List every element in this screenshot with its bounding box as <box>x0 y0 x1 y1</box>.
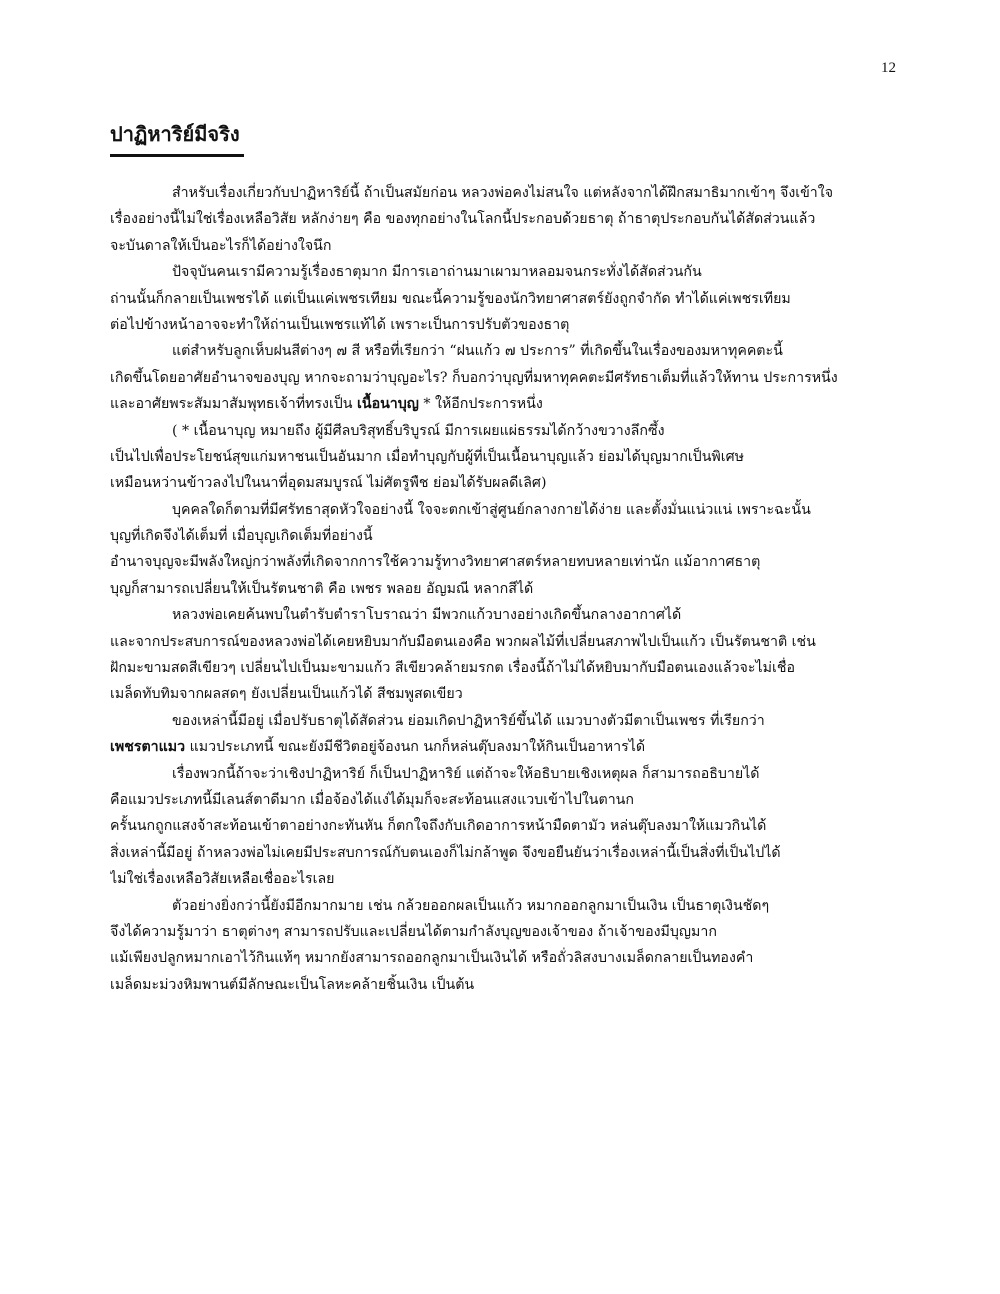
text-line: ต่อไปข้างหน้าอาจจะทำให้ถ่านเป็นเพชรแท้ได้ เพราะเป็นการปรับตัวของธาตุ <box>110 316 570 333</box>
text-line: สำหรับเรื่องเกี่ยวกับปาฏิหาริย์นี้ ถ้าเป็นสมัยก่อน หลวงพ่อคงไม่สนใจ แต่หลังจากได้ฝึกสมาธิมากเข้าๆ จึงเข้าใจ <box>172 185 834 201</box>
text-line: เหมือนหว่านข้าวลงไปในนาที่อุดมสมบูรณ์ ไม่ศัตรูพืช ย่อมได้รับผลดีเลิศ) <box>110 475 547 492</box>
page-title: ปาฏิหาริย์มีจริง <box>110 118 244 157</box>
text-line: ( * เนื้อนาบุญ หมายถึง ผู้มีศีลบริสุทธิ์บริบูรณ์ มีการเผยแผ่ธรรมได้กว้างขวางลึกซึ้ง <box>172 422 665 439</box>
text-line: หลวงพ่อเคยค้นพบในตำรับตำราโบราณว่า มีพวกแก้วบางอย่างเกิดขึ้นกลางอากาศได้ <box>172 607 682 624</box>
text-line: ถ่านนั้นก็กลายเป็นเพชรได้ แต่เป็นแค่เพชรเทียม ขณะนี้ความรู้ของนักวิทยาศาสตร์ยังถูกจำกัด ทำได้แค่เพชรเทียม <box>110 290 791 307</box>
text-line: ของเหล่านี้มีอยู่ เมื่อปรับธาตุได้สัดส่วน ย่อมเกิดปาฏิหาริย์ขึ้นได้ แมวบางตัวมีตาเป็นเพชร ที่เรียกว่า <box>172 712 765 729</box>
bold-term: เนื้อนาบุญ <box>357 396 419 413</box>
paragraph <box>110 602 900 708</box>
text-run: * ให้อีกประการหนึ่ง <box>418 396 543 413</box>
text-line: เมล็ดมะม่วงหิมพานต์มีลักษณะเป็นโลหะคล้ายชิ้นเงิน เป็นต้น <box>110 976 475 993</box>
body-text <box>110 180 900 998</box>
paragraph <box>110 497 900 603</box>
text-line: สิ่งเหล่านี้มีอยู่ ถ้าหลวงพ่อไม่เคยมีประสบการณ์กับตนเองก็ไม่กล้าพูด จึงขอยืนยันว่าเรื่องเหล่านี้เป็นสิ่งที่เป็นไปได้ <box>110 844 781 861</box>
paragraph <box>110 893 900 999</box>
text-line: ครั้นนกถูกแสงจ้าสะท้อนเข้าตาอย่างกะทันหัน ก็ตกใจถึงกับเกิดอาการหน้ามืดตามัว หล่นตุ๊บลงมาให้แมวกินได้ <box>110 818 767 835</box>
text-line: จึงได้ความรู้มาว่า ธาตุต่างๆ สามารถปรับและเปลี่ยนได้ตามกำลังบุญของเจ้าของ ถ้าเจ้าของมีบุญมาก <box>110 923 717 940</box>
text-line: บุคคลใดก็ตามที่มีศรัทธาสุดหัวใจอย่างนี้ ใจจะตกเข้าสู่ศูนย์กลางกายได้ง่าย และตั้งมั่นแน่วแน่ เพราะฉะนั้น <box>172 501 811 518</box>
text-line: ฝักมะขามสดสีเขียวๆ เปลี่ยนไปเป็นมะขามแก้ว สีเขียวคล้ายมรกต เรื่องนี้ถ้าไม่ได้หยิบมากับมือตนเองแล้วจะไม่เชื่อ <box>110 660 795 677</box>
paragraph <box>110 708 900 761</box>
paragraph <box>110 259 900 338</box>
text-line: ตัวอย่างยิ่งกว่านี้ยังมีอีกมากมาย เช่น กล้วยออกผลเป็นแก้ว หมากออกลูกมาเป็นเงิน เป็นธาตุเงินชัดๆ <box>172 897 770 914</box>
paragraph <box>110 761 900 893</box>
bold-term: เพชรตาแมว <box>110 739 186 756</box>
paragraph <box>110 338 900 417</box>
text-line: เรื่องพวกนี้ถ้าจะว่าเชิงปาฏิหาริย์ ก็เป็นปาฏิหาริย์ แต่ถ้าจะให้อธิบายเชิงเหตุผล ก็สามารถอธิบายได้ <box>172 765 760 782</box>
text-line: คือแมวประเภทนี้มีเลนส์ตาดีมาก เมื่อจ้องได้แง่ได้มุมก็จะสะท้อนแสงแวบเข้าไปในตานก <box>110 791 634 808</box>
page-number: 12 <box>881 60 896 76</box>
text-line: ปัจจุบันคนเรามีความรู้เรื่องธาตุมาก มีการเอาถ่านมาเผามาหลอมจนกระทั่งได้สัดส่วนกัน <box>172 264 702 281</box>
text-line: ไม่ใช่เรื่องเหลือวิสัยเหลือเชื่ออะไรเลย <box>110 871 335 888</box>
text-line: อำนาจบุญจะมีพลังใหญ่กว่าพลังที่เกิดจากการใช้ความรู้ทางวิทยาศาสตร์หลายทบหลายเท่านัก แม้อากาศธาตุ <box>110 554 761 571</box>
text-line: บุญก็สามารถเปลี่ยนให้เป็นรัตนชาติ คือ เพชร พลอย อัญมณี หลากสีได้ <box>110 580 534 597</box>
footnote-paragraph <box>110 418 900 497</box>
text-line: เรื่องอย่างนี้ไม่ใช่เรื่องเหลือวิสัย หลักง่ายๆ คือ ของทุกอย่างในโลกนี้ประกอบด้วยธาตุ ถ้าธาตุประกอบกันได้สัดส่วนแล้ว <box>110 211 816 228</box>
text-line: แต่สำหรับลูกเห็บฝนสีต่างๆ ๗ สี หรือที่เรียกว่า “ฝนแก้ว ๗ ประการ” ที่เกิดขึ้นในเรื่องของมหาทุคคตะนี้ <box>172 343 783 360</box>
text-run: แมวประเภทนี้ ขณะยังมีชีวิตอยู่จ้องนก นกก็หล่นตุ๊บลงมาให้กินเป็นอาหารได้ <box>185 739 646 756</box>
text-line: แม้เพียงปลูกหมากเอาไว้กินแท้ๆ หมากยังสามารถออกลูกมาเป็นเงินได้ หรือถั่วลิสงบางเมล็ดกลายเป็นทองคำ <box>110 950 754 967</box>
text-line: เมล็ดทับทิมจากผลสดๆ ยังเปลี่ยนเป็นแก้วได้ สีชมพูสดเขียว <box>110 686 463 703</box>
text-line: จะบันดาลให้เป็นอะไรก็ได้อย่างใจนึก <box>110 237 332 254</box>
text-line: บุญที่เกิดจึงได้เต็มที่ เมื่อบุญเกิดเต็มที่อย่างนี้ <box>110 528 373 545</box>
text-run: และอาศัยพระสัมมาสัมพุทธเจ้าที่ทรงเป็น <box>110 396 358 413</box>
text-line: และจากประสบการณ์ของหลวงพ่อได้เคยหยิบมากับมือตนเองคือ พวกผลไม้ที่เปลี่ยนสภาพไปเป็นแก้ว เป็นรัตนชาติ เช่น <box>110 633 816 650</box>
paragraph <box>110 180 900 259</box>
text-line <box>110 391 900 417</box>
text-line: เป็นไปเพื่อประโยชน์สุขแก่มหาชนเป็นอันมาก เมื่อทำบุญกับผู้ที่เป็นเนื้อนาบุญแล้ว ย่อมได้บุญมากเป็นพิเศษ <box>110 448 744 465</box>
text-line: เกิดขึ้นโดยอาศัยอำนาจของบุญ หากจะถามว่าบุญอะไร? ก็บอกว่าบุญที่มหาทุคคตะมีศรัทธาเต็มที่แล้วให้ทาน ประการหนึ่ง <box>110 369 838 386</box>
text-line <box>110 734 900 760</box>
